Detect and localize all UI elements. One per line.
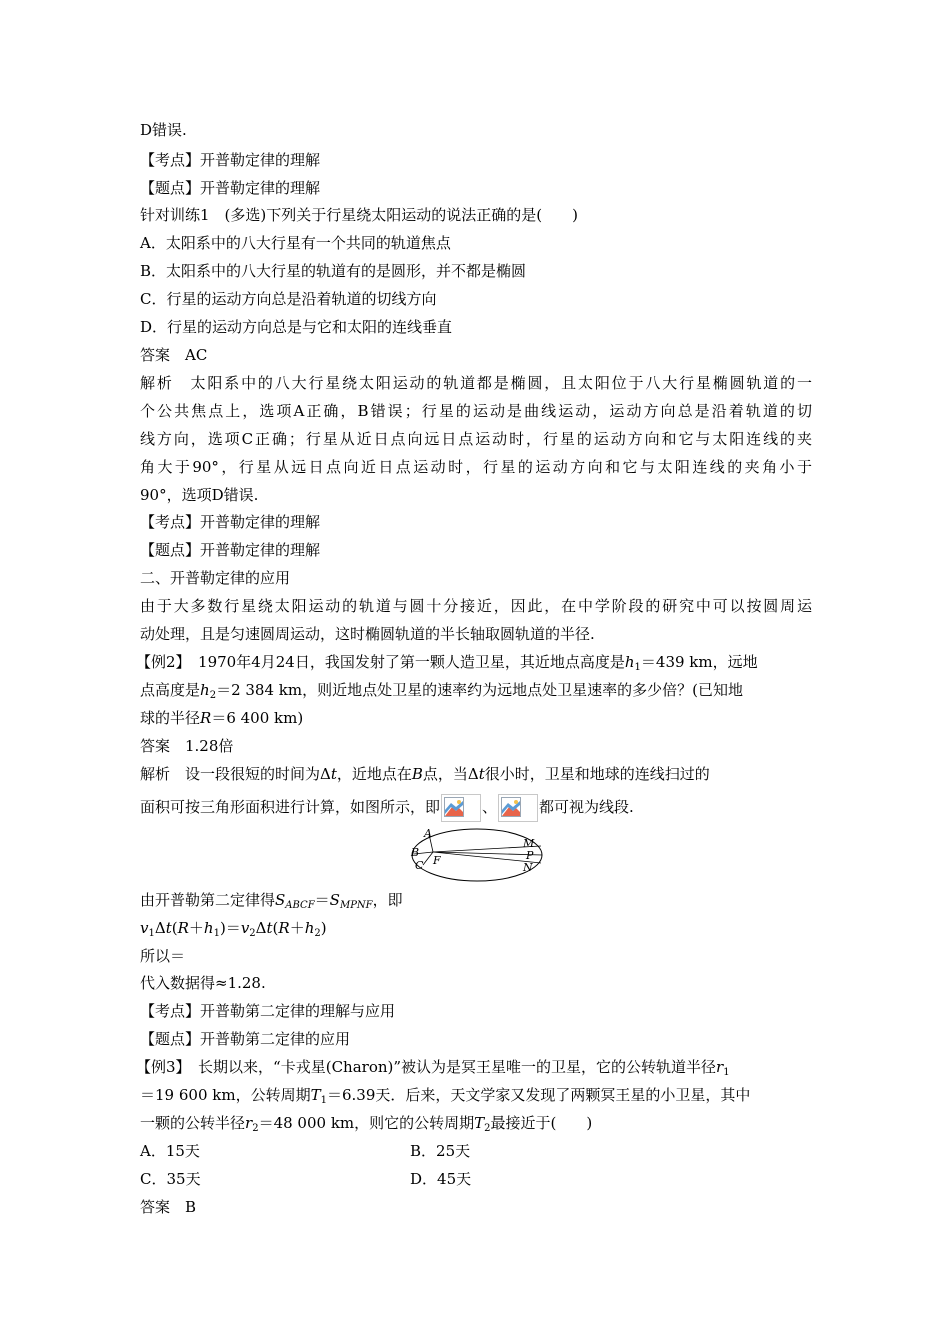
option-a: A．太阳系中的八大行星有一个共同的轨道焦点 [140,234,451,252]
text-span: 都可视为线段. [539,798,634,816]
answer-line: 答案 B [140,1198,197,1216]
text-span: 点，当Δ [422,765,479,783]
analysis-line: 解析 太阳系中的八大行星绕太阳运动的轨道都是椭圆，且太阳位于八大行星椭圆轨道的一 [140,374,812,392]
analysis-line: 90°，选项D错误. [140,486,259,504]
broken-image-icon [498,794,538,822]
analysis-line [140,794,634,822]
text-span: ，近地点在 [336,765,412,783]
text-span: ＋ [289,919,305,937]
option-b: B．太阳系中的八大行星的轨道有的是圆形，并不都是椭圆 [140,262,527,280]
label-b: B [411,846,420,859]
var-t: T [310,1086,321,1104]
text-line: 代入数据得≈1.28. [140,974,266,992]
tidian-label: 【题点】开普勒定律的理解 [140,179,321,197]
var-r: R [200,709,212,727]
text-span: 球的半径 [140,709,201,727]
var-t: T [474,1114,485,1132]
answer-line: 答案 AC [140,346,208,364]
text-span: 一颗的公转半径 [140,1114,246,1132]
paragraph-line: 由于大多数行星绕太阳运动的轨道与圆十分接近，因此，在中学阶段的研究中可以按圆周运 [140,597,812,615]
label-a: A [424,827,432,840]
text-span: ( [171,919,178,937]
subscript: ABCF [285,900,315,911]
broken-image-icon [441,794,481,822]
var-t: t [165,919,172,937]
label-f: F [433,854,441,867]
text-span: ＝439 km，远地 [640,653,758,671]
var-v: v [240,919,250,937]
var-r: r [245,1114,253,1132]
example-2-line [140,680,743,706]
question-stem: 针对训练1 (多选)下列关于行星绕太阳运动的说法正确的是( ) [140,206,578,224]
answer-line: 答案 1.28倍 [140,737,234,755]
var-t: t [478,765,485,783]
text-span: ) [320,919,327,937]
text-span: ＝6 400 km) [211,709,304,727]
subscript: 1 [213,928,220,939]
option-d: D．行星的运动方向总是与它和太阳的连线垂直 [140,318,453,336]
section-heading: 二、开普勒定律的应用 [140,569,291,587]
option-c: C．35天 [140,1170,201,1188]
kaodian-label: 【考点】开普勒定律的理解 [140,513,321,531]
kaodian-label: 【考点】开普勒定律的理解 [140,151,321,169]
var-s: S [275,891,286,909]
line-fc [423,852,433,865]
subscript: 1 [320,1095,327,1106]
label-m: M [523,837,535,850]
var-b: B [411,765,423,783]
subscript: 2 [209,690,217,701]
text-span: Δ [255,919,267,937]
var-t: t [330,765,337,783]
subscript: 2 [249,928,256,939]
label-c: C [415,859,424,872]
text-span: 点高度是 [140,681,201,699]
analysis-line: 个公共焦点上，选项A正确，B错误；行星的运动是曲线运动，运动方向总是沿着轨道的切 [140,402,812,420]
text-span: 最接近于( ) [490,1114,593,1132]
subscript: 1 [148,928,155,939]
option-d: D．45天 [410,1170,472,1188]
var-r: R [278,919,290,937]
example-2-line [140,708,303,728]
text-line: 所以＝ [140,947,186,965]
var-v: v [140,919,149,937]
kaodian-label: 【考点】开普勒第二定律的理解与应用 [140,1002,396,1020]
subscript: 2 [314,928,321,939]
subscript: 1 [723,1067,730,1078]
subscript: 2 [484,1123,491,1134]
text-span: 由开普勒第二定律得 [140,891,276,909]
var-r: R [177,919,189,937]
var-h: h [203,919,214,937]
option-c: C．行星的运动方向总是沿着轨道的切线方向 [140,290,437,308]
example-3-line [140,1113,592,1139]
text-span: )＝ [219,919,241,937]
orbit-ellipse-figure [406,824,548,886]
var-h: h [200,681,210,699]
text-span: ＝ [314,891,330,909]
text-span: ＝2 384 km，则近地点处卫星的速率约为远地点处卫星速率的多少倍？(已知地 [216,681,743,699]
text-span: 【例2】 1970年4月24日，我国发射了第一颗人造卫星，其近地点高度是 [136,653,625,671]
var-s: S [329,891,340,909]
text-span: 面积可按三角形面积进行计算，如图所示，即 [140,798,441,816]
example-3-line [136,1057,730,1083]
var-h: h [304,919,315,937]
text-span: Δ [154,919,166,937]
analysis-line: 线方向，选项C正确；行星从近日点向远日点运动时，行星的运动方向和它与太阳连线的夹 [140,430,812,448]
subscript: MPNF [339,900,373,911]
text-span: ＝6.39天．后来，天文学家又发现了两颗冥王星的小卫星，其中 [326,1086,751,1104]
text-span: ＝48 000 km，则它的公转周期 [258,1114,475,1132]
text-span: ＝19 600 km，公转周期 [140,1086,311,1104]
text-span: 、 [482,798,498,816]
var-t: t [266,919,273,937]
paragraph-line: 动处理，且是匀速圆周运动，这时椭圆轨道的半长轴取圆轨道的半径. [140,625,595,643]
tidian-label: 【题点】开普勒定律的理解 [140,541,321,559]
var-h: h [624,653,635,671]
example-3-line [140,1085,750,1111]
text-span: ( [272,919,279,937]
subscript: 2 [252,1123,259,1134]
text-span: ，即 [372,891,403,909]
text-line: D错误. [140,121,187,139]
text-span: 【例3】 长期以来，“卡戎星(Charon)”被认为是冥王星唯一的卫星，它的公转轨道半径 [136,1058,717,1076]
tidian-label: 【题点】开普勒第二定律的应用 [140,1030,351,1048]
text-span: ＋ [188,919,204,937]
label-p: P [526,849,534,862]
label-n: N [523,861,533,874]
text-span: 很小时，卫星和地球的连线扫过的 [484,765,710,783]
subscript: 1 [634,662,641,673]
formula-line [140,918,327,944]
analysis-line: 角大于90°，行星从远日点向近日点运动时，行星的运动方向和它与太阳连线的夹角小于 [140,458,812,476]
analysis-line [140,764,710,784]
option-a: A．15天 [140,1142,200,1160]
var-r: r [716,1058,724,1076]
formula-line [140,890,403,916]
example-2-line [136,652,758,678]
option-b: B．25天 [410,1142,471,1160]
text-span: 解析 设一段很短的时间为Δ [140,765,331,783]
